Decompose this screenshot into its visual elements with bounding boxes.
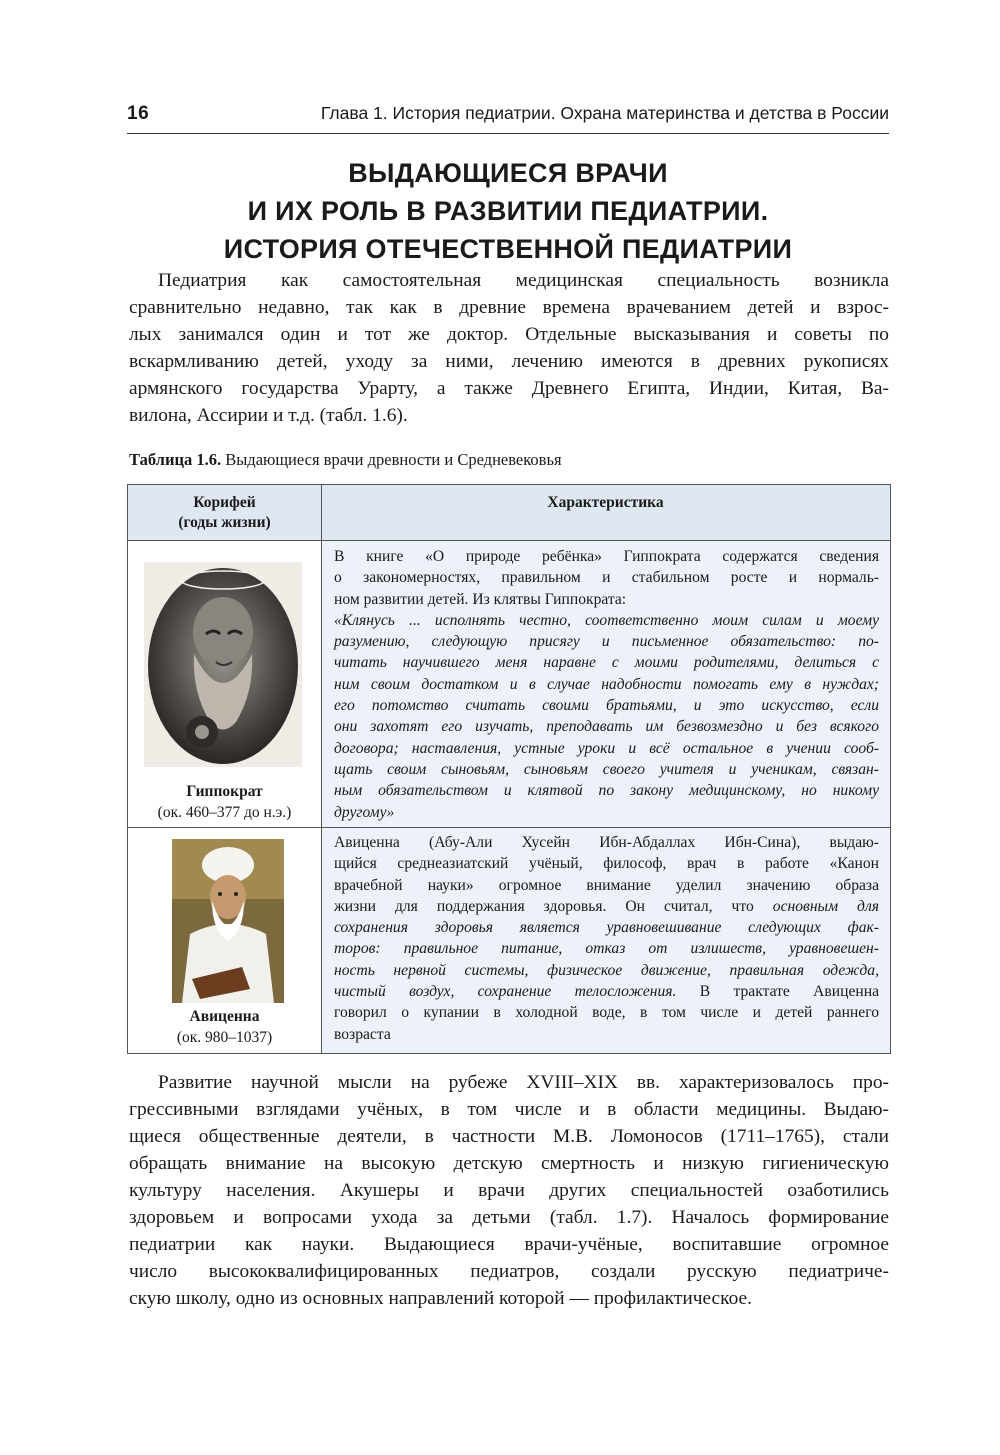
description-segment: В трактате Авиценна bbox=[676, 983, 879, 1001]
physicians-table bbox=[127, 484, 891, 1054]
physician-description bbox=[334, 832, 879, 1045]
description-line: торов: правильное питание, отказ от излишеств, уравновешен- bbox=[334, 940, 879, 958]
oath-line: «Клянусь ... исполнять честно, соответственно моим силам и моему bbox=[334, 611, 879, 629]
running-head bbox=[127, 101, 889, 134]
column-header-characteristic: Характеристика bbox=[547, 494, 664, 511]
section-title bbox=[127, 154, 889, 268]
intro-paragraph bbox=[129, 267, 889, 429]
paragraph-line: здоровьем и вопросами ухода за детьми (табл. 1.7). Началось формирование bbox=[129, 1207, 889, 1228]
description-line: возраста bbox=[334, 1025, 391, 1043]
paragraph-line: лых занимался один и тот же доктор. Отдельные высказывания и советы по bbox=[129, 324, 889, 345]
paragraph-line: вскармливанию детей, уходу за ними, лечению имеются в древних рукописях bbox=[129, 351, 889, 372]
paragraph-line: грессивными взглядами учёных, в том числе и в области медицины. Выдаю- bbox=[129, 1099, 889, 1120]
chapter-title: Глава 1. История педиатрии. Охрана материнства и детства в России bbox=[320, 103, 889, 123]
description-line: о закономерностях, правильном и стабильном росте и нормаль- bbox=[334, 569, 879, 587]
table-caption-label: Таблица 1.6. bbox=[129, 450, 222, 469]
description-segment-italic: чистый воздух, сохранение телосложения. bbox=[334, 983, 677, 1001]
oath-line: разумению, следующую присягу и письменное обязательство: по- bbox=[334, 633, 879, 651]
oath-line: ным обязательством и клятвой по закону медицинскому, но никому bbox=[334, 782, 879, 800]
column-divider bbox=[321, 485, 322, 1053]
title-line: ВЫДАЮЩИЕСЯ ВРАЧИ bbox=[348, 158, 668, 188]
description-line bbox=[334, 981, 879, 1002]
hippocrates-portrait-icon bbox=[144, 562, 302, 767]
description-line bbox=[334, 896, 879, 917]
oath-line: читать научившего меня наравне с моими родителями, делиться с bbox=[334, 654, 879, 672]
row-divider bbox=[128, 827, 890, 828]
oath-line: они захотят его изучать, преподавать им безвозмездно и без всякого bbox=[334, 718, 879, 736]
description-line: говорил о купании в холодной воде, в том числе и детей раннего bbox=[334, 1004, 879, 1022]
paragraph-line: культуру населения. Акушеры и врачи других специальностей озаботились bbox=[129, 1180, 889, 1201]
physician-description bbox=[334, 546, 879, 823]
description-line: щийся среднеазиатский учёный, философ, врач в работе «Канон bbox=[334, 855, 879, 873]
table-caption-text: Выдающиеся врачи древности и Средневековья bbox=[225, 450, 562, 469]
column-header-luminary bbox=[128, 493, 321, 533]
paragraph-line: Развитие научной мысли на рубеже XVIII–XIX вв. характеризовалось про- bbox=[158, 1072, 889, 1093]
title-line: И ИХ РОЛЬ В РАЗВИТИИ ПЕДИАТРИИ. bbox=[247, 196, 769, 226]
physician-name: Гиппократ bbox=[186, 783, 263, 800]
description-segment: жизни для поддержания здоровья. Он считал, что bbox=[334, 897, 754, 915]
paragraph-line: педиатрии как науки. Выдающиеся врачи-учёные, воспитавшие огромное bbox=[129, 1234, 889, 1255]
paragraph-line: скую школу, одно из основных направлений которой — профилактическое. bbox=[129, 1288, 752, 1309]
paragraph-line: сравнительно недавно, так как в древние времена врачеванием детей и взрос- bbox=[129, 297, 889, 318]
oath-line: договора; наставления, устные уроки и всё остальное в учении сооб- bbox=[334, 739, 879, 757]
page-number: 16 bbox=[127, 103, 150, 124]
physician-years: (ок. 980–1037) bbox=[176, 1029, 273, 1046]
avicenna-portrait-icon bbox=[172, 839, 284, 1003]
description-line: сохранения здоровья является уравновешивание следующих фак- bbox=[334, 919, 879, 937]
oath-line: ним своим достатком и в случае надобности помогать ему в нуждах; bbox=[334, 675, 879, 693]
oath-line: щать своим сыновьям, сыновьям своего учителя и ученикам, связан- bbox=[334, 760, 879, 778]
header-line: (годы жизни) bbox=[178, 514, 271, 531]
outro-paragraph bbox=[129, 1069, 889, 1312]
row-divider bbox=[128, 540, 890, 541]
header-line: Корифей bbox=[193, 494, 256, 511]
description-line: Авиценна (Абу-Али Хусейн Ибн-Абдаллах Ибн-Сина), выдаю- bbox=[334, 834, 879, 851]
description-line: В книге «О природе ребёнка» Гиппократа содержатся сведения bbox=[334, 548, 879, 565]
description-line: врачебной науки» огромное внимание уделил значению образа bbox=[334, 876, 879, 894]
title-line: ИСТОРИЯ ОТЕЧЕСТВЕННОЙ ПЕДИАТРИИ bbox=[223, 234, 793, 264]
paragraph-line: щиеся общественные деятели, в частности М.В. Ломоносов (1711–1765), стали bbox=[129, 1126, 889, 1147]
paragraph-line: обращать внимание на высокую детскую смертность и низкую гигиеническую bbox=[129, 1153, 889, 1174]
paragraph-line: число высококвалифицированных педиатров, создали русскую педиатриче- bbox=[129, 1261, 889, 1282]
physician-name: Авиценна bbox=[189, 1008, 260, 1025]
paragraph-line: Педиатрия как самостоятельная медицинская специальность возникла bbox=[158, 270, 889, 291]
oath-line: его потомство считать своими братьями, и это искусство, если bbox=[334, 697, 879, 715]
oath-line: другому» bbox=[334, 803, 395, 821]
physician-years: (ок. 460–377 до н.э.) bbox=[157, 804, 292, 821]
description-line: ном развитии детей. Из клятвы Гиппократа: bbox=[334, 590, 627, 608]
table-caption bbox=[129, 450, 562, 470]
paragraph-line: армянского государства Урарту, а также Древнего Египта, Индии, Китая, Ва- bbox=[129, 378, 889, 399]
paragraph-line: вилона, Ассирии и т.д. (табл. 1.6). bbox=[129, 405, 408, 426]
description-segment-italic: основным для bbox=[772, 897, 879, 915]
description-line: ность нервной системы, физическое движение, правильная одежда, bbox=[334, 961, 879, 979]
